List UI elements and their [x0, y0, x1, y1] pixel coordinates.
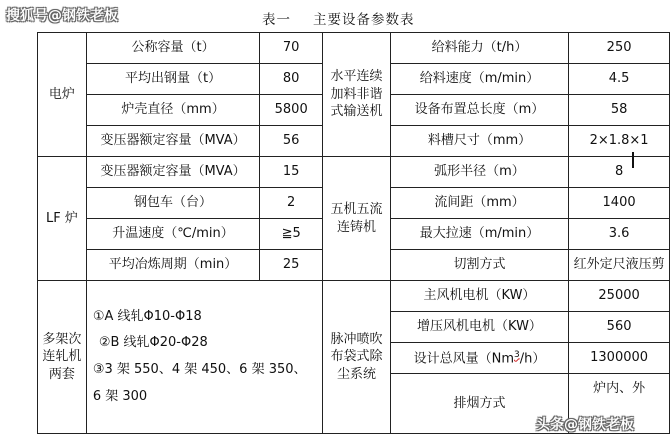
rolling-mill-label: 多架次连轧机两套 [38, 281, 87, 434]
value-cell: ≧5 [260, 219, 323, 250]
param-cell: 给料速度（m/min） [390, 64, 568, 95]
watermark-bottom-right: 头条@钢铁老板 [536, 417, 634, 433]
value-cell: 3.6 [569, 219, 670, 250]
value-cell: 炉内、外 [569, 374, 670, 434]
equipment-parameter-table [37, 32, 670, 434]
value-cell: 4.5 [569, 64, 670, 95]
lf-furnace-label: LF 炉 [38, 157, 87, 281]
value-cell: 2 [260, 188, 323, 219]
param-cell: 流间距（mm） [390, 188, 568, 219]
border-artifact [632, 152, 634, 168]
value-cell: 25 [260, 250, 323, 281]
param-cell: 公称容量（t） [86, 33, 259, 64]
watermark-top-left: 搜狐号@钢铁老板 [6, 8, 118, 24]
value-cell: 80 [260, 64, 323, 95]
param-cell: 最大拉速（m/min） [390, 219, 568, 250]
param-cell: 平均出钢量（t） [86, 64, 259, 95]
param-cell: 增压风机电机（KW） [390, 312, 568, 343]
rolling-line: ①A 线轧Φ10-Φ18 [92, 308, 202, 324]
value-cell: 250 [569, 33, 670, 64]
value-cell: 2×1.8×1 [569, 126, 670, 157]
value-cell: 70 [260, 33, 323, 64]
table-caption: 主要设备参数表 [313, 12, 415, 28]
value-cell: 8 [569, 157, 670, 188]
value-cell: 1300000 [569, 343, 670, 374]
dust-system-label: 脉冲喷吹布袋式除尘系统 [323, 281, 391, 434]
param-cell: 钢包车（台） [86, 188, 259, 219]
param-cell: 炉壳直径（mm） [86, 95, 259, 126]
param-cell: 主风机电机（KW） [390, 281, 568, 312]
param-cell: 设计总风量（Nm$^3$/h） [390, 343, 568, 374]
value-cell: 5800 [260, 95, 323, 126]
param-cell: 平均冶炼周期（min） [86, 250, 259, 281]
value-cell: 15 [260, 157, 323, 188]
table-number: 表一 [262, 12, 291, 28]
value-cell: 1400 [569, 188, 670, 219]
value-cell: 58 [569, 95, 670, 126]
table-title [262, 8, 415, 28]
param-cell: 升温速度（℃/min） [86, 219, 259, 250]
rolling-line: ②B 线轧Φ20-Φ28 [98, 335, 208, 351]
param-cell: 排烟方式 [390, 374, 568, 434]
electric-furnace-label: 电炉 [38, 33, 87, 157]
param-cell: 料槽尺寸（mm） [390, 126, 568, 157]
value-cell: 红外定尺液压剪 [569, 250, 670, 281]
param-cell: 变压器额定容量（MVA） [86, 126, 259, 157]
param-cell: 弧形半径（m） [390, 157, 568, 188]
caster-label: 五机五流连铸机 [323, 157, 391, 281]
param-cell: 变压器额定容量（MVA） [86, 157, 259, 188]
rolling-mill-details [86, 281, 322, 434]
value-cell: 560 [569, 312, 670, 343]
feeder-label: 水平连续加料非谐式输送机 [323, 33, 391, 157]
rolling-line: 6 架 300 [92, 388, 148, 404]
param-cell: 切割方式 [390, 250, 568, 281]
rolling-line: ③3 架 550、4 架 450、6 架 350、 [92, 362, 307, 377]
value-cell: 25000 [569, 281, 670, 312]
param-cell: 给料能力（t/h） [390, 33, 568, 64]
value-cell: 56 [260, 126, 323, 157]
param-cell: 设备布置总长度（m） [390, 95, 568, 126]
